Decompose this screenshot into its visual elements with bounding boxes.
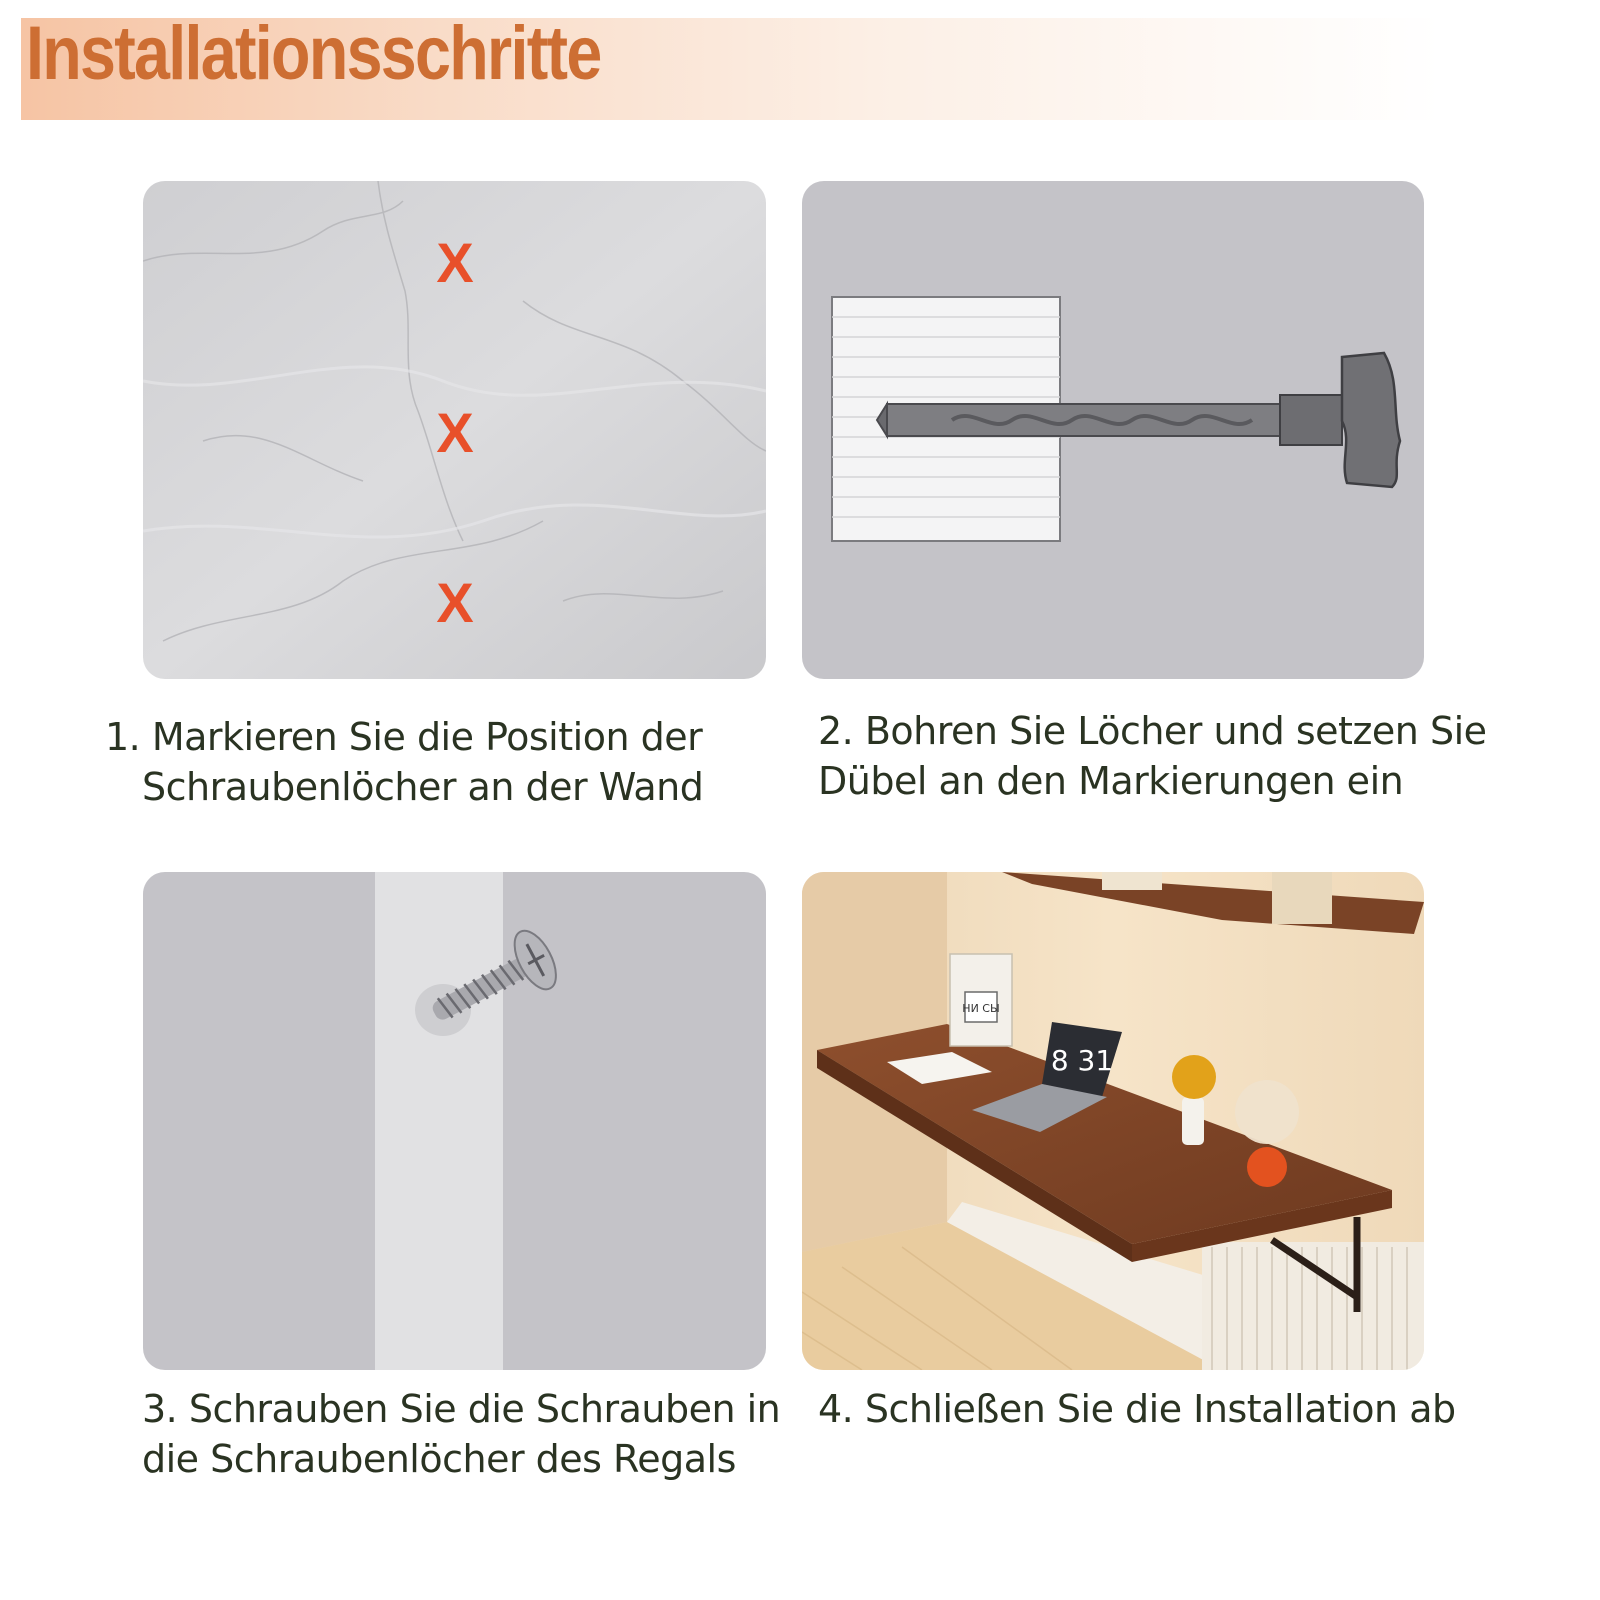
step-4-caption — [818, 1384, 1456, 1434]
wall-mark-x: X — [436, 571, 474, 634]
book-label: НИ СЫ — [962, 1002, 1000, 1015]
step-1-line-1: 1. Markieren Sie die Position der — [105, 715, 703, 759]
step-1-line-2: Schraubenlöcher an der Wand — [142, 765, 704, 809]
desk-room-photo — [802, 872, 1424, 1370]
screw-panel — [143, 872, 766, 1370]
step-2-line-2: Dübel an den Markierungen ein — [818, 759, 1404, 803]
step-2-caption — [818, 706, 1487, 806]
step-3-line-1: 3. Schrauben Sie die Schrauben in — [142, 1387, 781, 1431]
step-3-line-2: die Schraubenlöcher des Regals — [142, 1437, 736, 1481]
step-2-line-1: 2. Bohren Sie Löcher und setzen Sie — [818, 709, 1487, 753]
desk-room-panel — [802, 872, 1424, 1370]
laptop-clock-text: 8 31 — [1050, 1044, 1114, 1077]
step-3-caption — [142, 1384, 780, 1484]
step-1-caption — [105, 712, 703, 812]
drill-panel — [802, 181, 1424, 679]
marble-wall-panel — [143, 181, 766, 679]
page-title: Installationsschritte — [26, 11, 601, 96]
step-4-line-1: 4. Schließen Sie die Installation ab — [818, 1387, 1456, 1431]
marble-wall-marks-icon — [143, 181, 766, 679]
drill-into-brick-icon — [802, 181, 1424, 679]
screw-icon — [143, 872, 766, 1370]
wall-mark-x: X — [436, 401, 474, 464]
wall-mark-x: X — [436, 231, 474, 294]
